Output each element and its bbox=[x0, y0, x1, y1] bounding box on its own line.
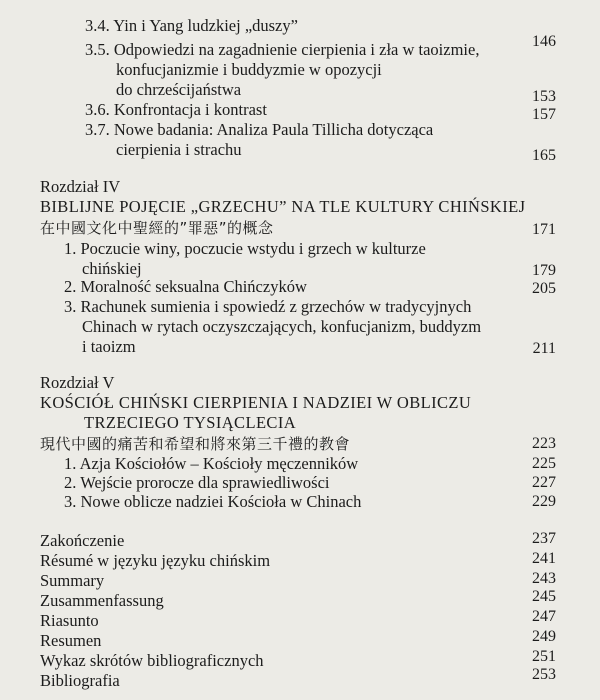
toc-number: 3.6. bbox=[85, 100, 110, 119]
toc-entry-backmatter: Résumé w języku języku chińskim bbox=[40, 551, 271, 570]
toc-number: 1. bbox=[64, 239, 77, 258]
toc-page-number: 153 bbox=[532, 88, 556, 105]
toc-text: Nowe badania: Analiza Paula Tillicha dotycząca bbox=[113, 120, 434, 139]
toc-entry-5-1 bbox=[64, 454, 358, 474]
toc-page-number: 247 bbox=[532, 608, 556, 625]
toc-number: 3. bbox=[64, 492, 77, 511]
toc-page-number: 237 bbox=[532, 530, 556, 547]
toc-entry-3-5 bbox=[85, 40, 479, 60]
toc-page-number: 227 bbox=[532, 474, 556, 491]
toc-page-number: 243 bbox=[532, 570, 556, 587]
toc-page-number: 211 bbox=[532, 340, 556, 357]
toc-entry-backmatter: Zakończenie bbox=[40, 531, 125, 550]
toc-text: Poczucie winy, poczucie wstydu i grzech w kulturze bbox=[80, 239, 426, 258]
toc-entry-4-3 bbox=[64, 297, 471, 317]
toc-entry-3-6 bbox=[85, 100, 267, 120]
toc-text: Yin i Yang ludzkiej „duszy” bbox=[113, 16, 298, 35]
toc-entry-backmatter: Summary bbox=[40, 571, 105, 590]
chapter-cjk-title: 現代中國的痛苦和希望和將來第三千禮的教會 bbox=[40, 435, 351, 453]
toc-text: Wejście prorocze dla sprawiedliwości bbox=[80, 473, 330, 492]
toc-text-cont: chińskiej bbox=[82, 259, 142, 278]
toc-page-number: 179 bbox=[532, 262, 556, 279]
toc-text: Moralność seksualna Chińczyków bbox=[80, 277, 307, 296]
toc-entry-3-4 bbox=[85, 16, 298, 36]
toc-text-cont: Chinach w rytach oczyszczających, konfucjanizm, buddyzm bbox=[82, 317, 482, 336]
toc-page-number: 251 bbox=[532, 648, 556, 665]
toc-entry-backmatter: Wykaz skrótów bibliograficznych bbox=[40, 651, 264, 670]
toc-page-number: 225 bbox=[532, 455, 556, 472]
toc-text: Nowe oblicze nadziei Kościoła w Chinach bbox=[80, 492, 362, 511]
toc-page-number: 249 bbox=[532, 628, 556, 645]
toc-page-number: 157 bbox=[532, 106, 556, 123]
chapter-title: BIBLIJNE POJĘCIE „GRZECHU” NA TLE KULTURY CHIŃSKIEJ bbox=[40, 197, 526, 216]
toc-page-number: 253 bbox=[532, 666, 556, 683]
toc-page-number: 165 bbox=[532, 147, 556, 164]
toc-number: 1. bbox=[64, 454, 77, 473]
toc-text: Konfrontacja i kontrast bbox=[113, 100, 267, 119]
toc-page-number: 205 bbox=[532, 280, 556, 297]
toc-text-cont: do chrześcijaństwa bbox=[116, 80, 242, 99]
toc-number: 3. bbox=[64, 297, 77, 316]
toc-text-cont: cierpienia i strachu bbox=[116, 140, 242, 159]
toc-page-number: 229 bbox=[532, 493, 556, 510]
toc-entry-backmatter: Resumen bbox=[40, 631, 102, 650]
toc-entry-backmatter: Zusammenfassung bbox=[40, 591, 164, 610]
toc-entry-4-2 bbox=[64, 277, 307, 297]
chapter-label: Rozdział V bbox=[40, 373, 115, 392]
toc-text: Rachunek sumienia i spowiedź z grzechów w tradycyjnych bbox=[80, 297, 472, 316]
toc-entry-backmatter: Riasunto bbox=[40, 611, 99, 630]
toc-page-number: 245 bbox=[532, 588, 556, 605]
toc-entry-3-7 bbox=[85, 120, 433, 140]
toc-text: Azja Kościołów – Kościoły męczenników bbox=[79, 454, 359, 473]
toc-page-number: 146 bbox=[532, 33, 556, 50]
toc-entry-5-2 bbox=[64, 473, 329, 493]
chapter-label: Rozdział IV bbox=[40, 177, 121, 196]
toc-entry-5-3 bbox=[64, 492, 361, 512]
toc-entry-backmatter: Bibliografia bbox=[40, 671, 120, 690]
toc-text-cont: konfucjanizmie i buddyzmie w opozycji bbox=[116, 60, 382, 79]
toc-number: 2. bbox=[64, 473, 77, 492]
toc-page-number: 241 bbox=[532, 550, 556, 567]
chapter-title: KOŚCIÓŁ CHIŃSKI CIERPIENIA I NADZIEI W OBLICZU bbox=[40, 393, 472, 412]
toc-text: Odpowiedzi na zagadnienie cierpienia i zła w taoizmie, bbox=[113, 40, 480, 59]
toc-number: 3.4. bbox=[85, 16, 110, 35]
chapter-cjk-title: 在中國文化中聖經的”罪惡”的概念 bbox=[40, 219, 274, 237]
toc-number: 3.5. bbox=[85, 40, 110, 59]
toc-page-number: 223 bbox=[532, 435, 556, 452]
toc-page-number: 171 bbox=[532, 221, 556, 238]
toc-number: 3.7. bbox=[85, 120, 110, 139]
chapter-title-cont: TRZECIEGO TYSIĄCLECIA bbox=[84, 413, 297, 432]
toc-number: 2. bbox=[64, 277, 77, 296]
toc-entry-4-1 bbox=[64, 239, 426, 259]
toc-text-cont: i taoizm bbox=[82, 337, 136, 356]
